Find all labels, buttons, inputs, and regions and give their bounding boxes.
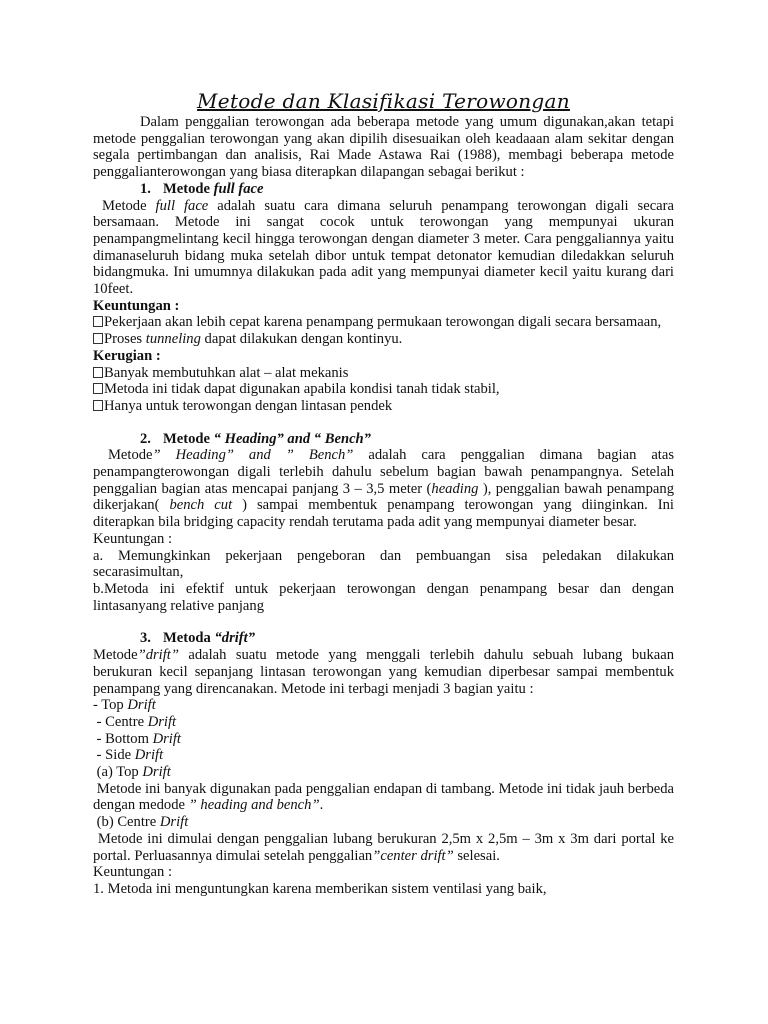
paragraph-text: ) sampai membentuk penampang terowongan yang diinginkan. Ini diterapkan bila bridging capacity rendah terutama pada adit yang mempunyai diameter besar.	[93, 497, 674, 531]
subheading-text: (b) Centre	[96, 814, 160, 831]
paragraph-term: ” Heading” and ” Bench”	[152, 447, 354, 464]
drift-list-item	[93, 697, 674, 714]
section-2-paragraph	[93, 447, 674, 531]
paragraph-term: heading	[431, 480, 479, 497]
paragraph-text: selesai.	[453, 847, 500, 864]
section-number: 1.	[140, 180, 151, 197]
section-number: 3.	[140, 630, 151, 647]
list-item-term: Drift	[127, 697, 156, 714]
bullet-box-icon	[93, 383, 103, 394]
list-item: 1. Metoda ini menguntungkan karena memberikan sistem ventilasi yang baik,	[93, 880, 547, 897]
section-number: 2.	[140, 430, 151, 447]
bullet-box-icon	[93, 316, 103, 327]
document-title: Metode dan Klasifikasi Terowongan	[197, 89, 570, 113]
bullet-box-icon	[93, 400, 103, 411]
section-3-heading	[140, 630, 674, 647]
list-item	[93, 365, 674, 382]
section-1-disadvantages-label: Kerugian :	[93, 347, 161, 364]
list-item-text: Proses	[104, 331, 146, 348]
paragraph-lead: Metode	[93, 647, 138, 664]
heading-term: full face	[213, 180, 264, 197]
paragraph-term: ”center drift”	[372, 847, 454, 864]
paragraph-term: ” heading and bench”	[188, 797, 320, 814]
paragraph-lead: Metode	[107, 447, 153, 464]
bullet-box-icon	[93, 333, 103, 344]
paragraph-text: adalah cara penggalian dimana bagian atas penampangterowongan digali terlebih dahulu sebelum bagian bawah penampangnya. Setelah penggalian bagian atas mencapai panjang 3 – 3,5 meter (	[93, 447, 675, 497]
heading-text: Metoda	[163, 630, 215, 647]
section-3-advantages-label: Keuntungan :	[93, 864, 173, 881]
spacer	[93, 415, 674, 431]
subsection-b-paragraph	[93, 831, 674, 864]
section-2-heading	[140, 431, 674, 448]
paragraph-text: adalah suatu metode yang menggali terlebih dahulu sebuah lubang bukaan berukuran kecil sepanjang lintasan terowongan yang kemudian diperbesar sampai membentuk penampang yang direncanakan. Metode ini terbagi menjadi 3 bagian yaitu :	[93, 647, 674, 697]
section-1-heading	[140, 181, 674, 198]
bullet-box-icon	[93, 367, 103, 378]
section-2-advantages-label: Keuntungan :	[93, 530, 173, 547]
list-item-term: Drift	[147, 713, 177, 730]
list-item	[93, 398, 674, 415]
list-item-text: - Side	[93, 747, 135, 764]
list-item-term: Drift	[134, 747, 164, 764]
paragraph-text: Metode ini banyak digunakan pada penggalian endapan di tambang. Metode ini tidak jauh berbeda dengan medode	[93, 780, 674, 814]
section-1-advantages-label: Keuntungan :	[93, 297, 180, 314]
list-item	[93, 381, 674, 398]
heading-term: “drift”	[214, 630, 256, 647]
list-item-text: - Centre	[93, 713, 148, 730]
paragraph-text: ), penggalian bawah penampang dikerjakan(	[93, 480, 674, 514]
paragraph-text: adalah suatu cara dimana seluruh penampang terowongan digali secara bersamaan. Metode ini sangat cocok untuk terowongan yang mempunyai ukuran penampangmelintang kecil hingga terowongan dengan diameter 3 meter. Cara penggaliannya yaitu dimanaseluruh bidang muka setelah dibor untuk tempat detonator kemudian diledakkan seluruh bidangmuka. Ini umumnya dilakukan pada adit yang mempunyai diameter kecil yaitu kurang dari 10feet.	[93, 197, 675, 298]
paragraph-term: bench cut	[169, 497, 233, 514]
subsection-a-paragraph	[93, 781, 674, 814]
drift-list-item	[93, 747, 674, 764]
list-item: a. Memungkinkan pekerjaan pengeboran dan pembuangan sisa peledakan dilakukan secarasimultan,	[93, 547, 674, 581]
list-item	[93, 331, 674, 348]
list-item-text: Pekerjaan akan lebih cepat karena penampang permukaan terowongan digali secara bersamaan,	[104, 314, 662, 331]
list-item-term: tunneling	[145, 331, 201, 348]
heading-text: Metode	[163, 180, 214, 197]
paragraph-text: Metode ini dimulai dengan penggalian lubang berukuran 2,5m x 2,5m – 3m x 3m dari portal ke portal. Perluasannya dimulai setelah penggalian	[93, 830, 674, 864]
section-3-paragraph	[93, 647, 674, 697]
list-item-term: Drift	[152, 730, 181, 747]
list-item-text: Hanya untuk terowongan dengan lintasan pendek	[104, 397, 393, 414]
paragraph-text: .	[319, 797, 324, 814]
subheading-term: Drift	[159, 814, 189, 831]
list-item-text: - Top	[93, 697, 128, 714]
spacer	[93, 614, 674, 630]
paragraph-term: ”drift”	[137, 647, 179, 664]
paragraph-term: full face	[155, 197, 209, 214]
document-body	[93, 90, 674, 898]
list-item-text: Metoda ini tidak dapat digunakan apabila kondisi tanah tidak stabil,	[104, 381, 500, 398]
list-item-text: dapat dilakukan dengan kontinyu.	[200, 331, 403, 348]
subsection-b-heading	[93, 814, 674, 831]
paragraph-lead: Metode	[101, 197, 156, 214]
drift-list-item	[93, 731, 674, 748]
list-item-text: Banyak membutuhkan alat – alat mekanis	[104, 364, 349, 381]
list-item-text: - Bottom	[93, 730, 153, 747]
list-item: b.Metoda ini efektif untuk pekerjaan terowongan dengan penampang besar dan dengan lintasanyang relative panjang	[93, 580, 674, 614]
intro-paragraph: Dalam penggalian terowongan ada beberapa metode yang umum digunakan,akan tetapi metode penggalian terowongan yang akan dipilih disesuaikan oleh keadaaan alam sekitar dengan segala pertimbangan dan analisis, Rai Made Astawa Rai (1988), membagi beberapa metode penggalianterowongan yang biasa diterapkan dilapangan sebagai berikut :	[93, 114, 674, 181]
subheading-term: Drift	[142, 764, 171, 781]
list-item	[93, 314, 674, 331]
subheading-text: (a) Top	[96, 764, 143, 781]
section-1-paragraph	[93, 198, 674, 298]
drift-list-item	[93, 714, 674, 731]
heading-text: Metode	[163, 430, 214, 447]
heading-term: “ Heading” and “ Bench”	[213, 430, 371, 447]
subsection-a-heading	[93, 764, 674, 781]
